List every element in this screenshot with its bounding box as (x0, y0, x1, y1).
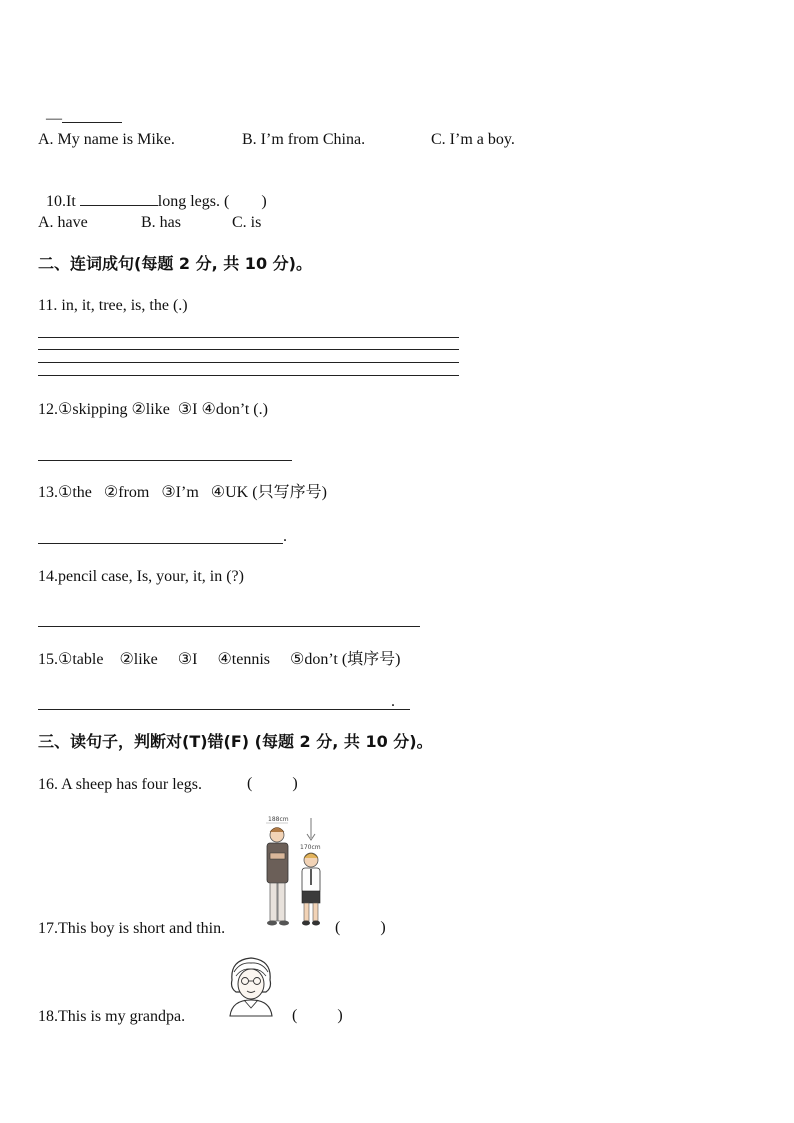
q16-answer-parens[interactable]: ( ) (247, 775, 298, 792)
man-and-boy-height-icon (258, 813, 338, 938)
q17-answer-parens[interactable]: ( ) (335, 919, 386, 936)
q10-option-c: C. is (232, 214, 262, 231)
q18-answer-parens[interactable]: ( ) (292, 1007, 343, 1024)
q11-answer-line[interactable] (38, 375, 459, 376)
q17-question: 17.This boy is short and thin. (38, 920, 226, 937)
section-2-heading: 二、连词成句(每题 2 分, 共 10 分)。 (38, 254, 312, 273)
q11-answer-line[interactable] (38, 349, 459, 350)
q10-prefix: 10.It (46, 193, 80, 210)
q18-question: 18.This is my grandpa. (38, 1008, 186, 1025)
q10-suffix: long legs. ( ) (157, 193, 267, 210)
q9-answer-line (38, 88, 122, 129)
q10-option-a: A. have (38, 214, 88, 231)
q11-question: 11. in, it, tree, is, the (.) (38, 297, 188, 314)
q9-blank[interactable] (62, 108, 122, 123)
q13-question: 13.①the ②from ③I’m ④UK (只写序号) (38, 484, 327, 501)
q12-question: 12.①skipping ②like ③I ④don’t (.) (38, 401, 268, 418)
q10-blank[interactable] (80, 191, 158, 206)
q15-answer-line[interactable] (38, 709, 410, 710)
q9-option-c: C. I’m a boy. (431, 131, 515, 148)
q11-answer-line[interactable] (38, 337, 459, 338)
q14-answer-line[interactable] (38, 626, 420, 627)
q15-period: . (391, 693, 395, 710)
q9-option-b: B. I’m from China. (242, 131, 366, 148)
section-3-heading: 三、读句子，判断对(T)错(F) (每题 2 分, 共 10 分)。 (38, 732, 433, 751)
q10-question (38, 171, 267, 212)
q13-answer-line[interactable] (38, 543, 283, 544)
short-height-label: 170cm (300, 844, 321, 851)
q10-option-b: B. has (141, 214, 181, 231)
q15-question: 15.①table ②like ③I ④tennis ⑤don’t (填序号) (38, 651, 401, 668)
q9-dash: — (46, 110, 62, 127)
q12-answer-line[interactable] (38, 460, 292, 461)
grandma-portrait-icon (222, 954, 280, 1018)
q13-period: . (283, 528, 287, 545)
q16-question: 16. A sheep has four legs. (38, 776, 202, 793)
q11-answer-line[interactable] (38, 362, 459, 363)
tall-height-label: 188cm (268, 816, 289, 823)
q9-option-a: A. My name is Mike. (38, 131, 175, 148)
q14-question: 14.pencil case, Is, your, it, in (?) (38, 568, 244, 585)
